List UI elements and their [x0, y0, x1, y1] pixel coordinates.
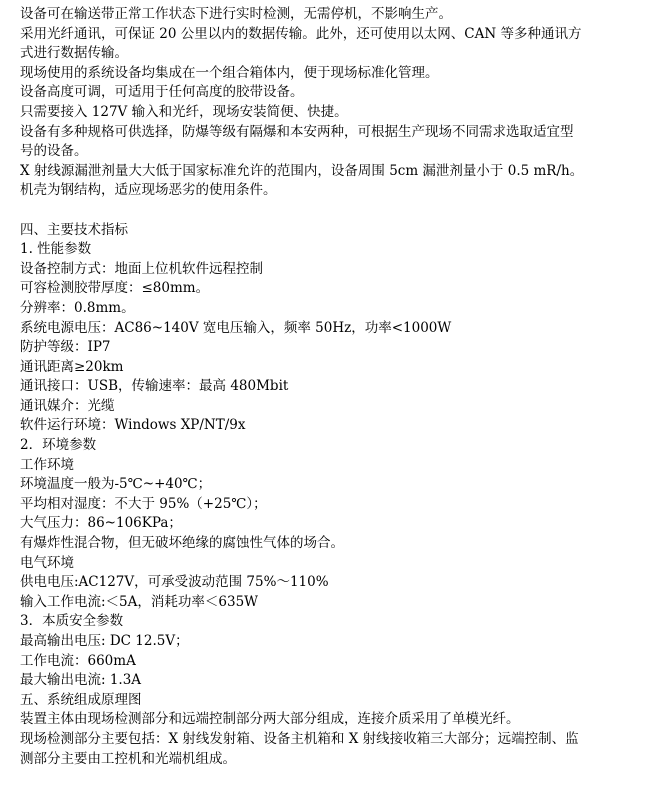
- spec-line: 平均相对湿度：不大于 95%（+25℃）；: [20, 495, 267, 512]
- spec-line: 测部分主要由工控机和光端机组成。: [20, 750, 236, 767]
- feature-line: 式进行数据传输。: [20, 45, 128, 62]
- spec-line: 分辨率：0.8mm。: [20, 299, 135, 316]
- spec-line: 环境温度一般为-5℃~+40℃；: [20, 476, 212, 493]
- spec-line: 1. 性能参数: [20, 241, 92, 258]
- spec-line: 2．环境参数: [20, 437, 97, 454]
- spec-line: 供电电压:AC127V，可承受波动范围 75%～110%: [20, 574, 329, 591]
- feature-line: 设备可在输送带正常工作状态下进行实时检测，无需停机，不影响生产。: [20, 6, 452, 22]
- features-section: [20, 5, 635, 201]
- spec-line: 四、主要技术指标: [20, 221, 128, 238]
- spec-line: 装置主体由现场检测部分和远端控制部分两大部分组成，连接介质采用了单模光纤。: [20, 711, 520, 728]
- spec-line: 通讯媒介：光缆: [20, 397, 115, 414]
- spec-line: 系统电源电压：AC86~140V 宽电压输入，频率 50Hz，功率<1000W: [20, 319, 452, 336]
- feature-line: 采用光纤通讯，可保证 20 公里以内的数据传输。此外，还可使用以太网、CAN 等多种通讯方: [20, 25, 582, 42]
- spec-line: 电气环境: [20, 554, 74, 571]
- spec-line: 现场检测部分主要包括：X 射线发射箱、设备主机箱和 X 射线接收箱三大部分；远端控制、监: [20, 730, 579, 747]
- feature-line: 机壳为钢结构，适应现场恶劣的使用条件。: [20, 182, 277, 199]
- spec-line: 通讯距离≥20km: [20, 358, 124, 375]
- spec-line: 最大输出电流: 1.3A: [20, 672, 142, 689]
- document-page: [20, 5, 635, 769]
- specs-section: [20, 221, 635, 770]
- spec-line: 输入工作电流:＜5A，消耗功率＜635W: [20, 593, 259, 610]
- feature-line: 只需要接入 127V 输入和光纤，现场安装简便、快捷。: [20, 103, 348, 120]
- spec-line: 3．本质安全参数: [20, 613, 124, 630]
- spec-line: 可容检测胶带厚度：≤80mm。: [20, 280, 210, 297]
- feature-line: 现场使用的系统设备均集成在一个组合箱体内，便于现场标准化管理。: [20, 64, 439, 81]
- spec-line: 工作环境: [20, 456, 74, 473]
- spec-line: 大气压力：86~106KPa；: [20, 515, 182, 532]
- spec-line: 设备控制方式：地面上位机软件远程控制: [20, 260, 263, 277]
- blank-line: [20, 201, 635, 221]
- feature-line: X 射线源漏泄剂量大大低于国家标准允许的范围内，设备周围 5cm 漏泄剂量小于 0.5 mR/h。: [20, 162, 584, 179]
- feature-line: 设备有多种规格可供选择，防爆等级有隔爆和本安两种，可根据生产现场不同需求选取适宜型: [20, 123, 574, 140]
- feature-line: 设备高度可调，可适用于任何高度的胶带设备。: [20, 84, 304, 101]
- spec-line: 五、系统组成原理图: [20, 691, 142, 708]
- spec-line: 最高输出电压: DC 12.5V；: [20, 633, 189, 649]
- feature-line: 号的设备。: [20, 143, 88, 160]
- spec-line: 防护等级：IP7: [20, 339, 111, 356]
- spec-line: 工作电流：660mA: [20, 652, 136, 669]
- spec-line: 软件运行环境：Windows XP/NT/9x: [20, 417, 246, 434]
- spec-line: 有爆炸性混合物，但无破坏绝缘的腐蚀性气体的场合。: [20, 535, 344, 552]
- spec-line: 通讯接口：USB，传输速率：最高 480Mbit: [20, 378, 289, 395]
